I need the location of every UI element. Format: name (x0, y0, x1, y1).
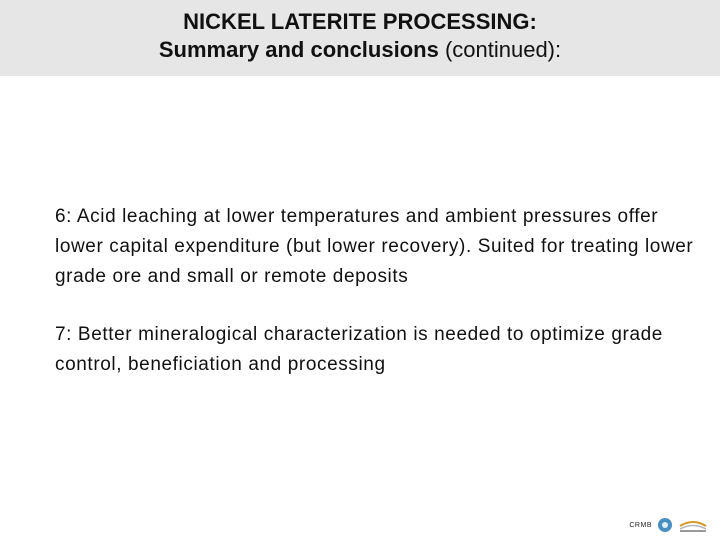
slide-header (0, 0, 720, 76)
slide-body (55, 202, 700, 380)
landscape-logo-icon (678, 516, 708, 534)
footer-logos (629, 516, 708, 534)
slide-subtitle (0, 36, 720, 64)
conclusion-point-7: 7: Better mineralogical characterization is needed to optimize grade control, beneficiation and processing (55, 324, 663, 375)
conclusion-point-6: 6: Acid leaching at lower temperatures and ambient pressures offer lower capital expenditure (but lower recovery). Suited for treating lower grade ore and small or remote deposits (55, 206, 694, 287)
subtitle-bold: Summary and conclusions (158, 37, 439, 62)
crmb-label: CRMB (629, 521, 652, 529)
circle-logo-icon (658, 518, 672, 532)
slide-title: NICKEL LATERITE PROCESSING: (183, 9, 537, 34)
subtitle-continued: (continued): (438, 37, 562, 62)
